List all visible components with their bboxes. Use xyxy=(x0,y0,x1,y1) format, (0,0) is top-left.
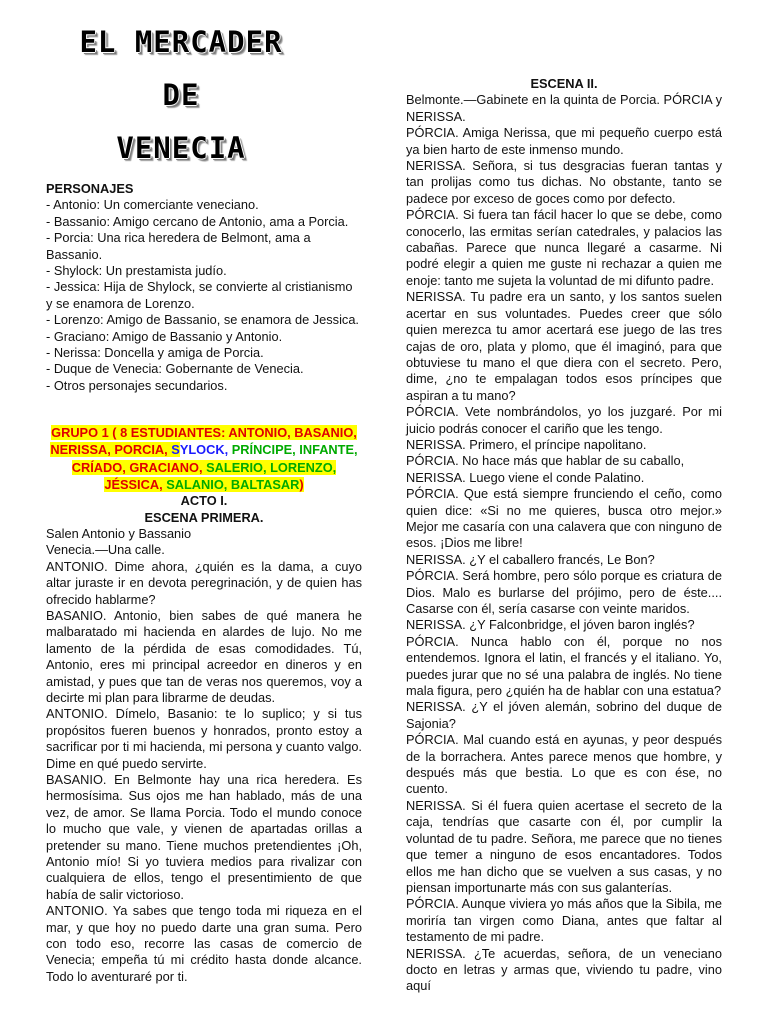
cast-item: - Bassanio: Amigo cercano de Antonio, ama a Porcia. xyxy=(46,213,349,229)
cast-item: - Graciano: Amigo de Bassanio y Antonio. xyxy=(46,328,283,344)
group-text: SALANIO, BALTASAR xyxy=(166,476,300,492)
paragraph: PÓRCIA. Será hombre, pero sólo porque es criatura de Dios. Malo es burlarse del prójimo, pero de éste.... Casarse con él, sería casarse con veinte maridos. xyxy=(406,568,722,616)
paragraph: NERISSA. Tu padre era un santo, y los santos suelen acertar en sus voluntades. Puedes creer que sólo quien merezca tu amor acertará ese juego de las tres cajas de oro, plata y plomo, que él imaginó, para que obtuviese tu mano el que diera con el secreto. Pero, dime, ¿no te empalagan todos esos príncipes que aspiran a tu mano? xyxy=(406,289,722,403)
paragraph: Belmonte.—Gabinete en la quinta de Porcia. PÓRCIA y NERISSA. xyxy=(406,92,722,124)
cast-item: - Porcia: Una rica heredera de Belmont, ama a Bassanio. xyxy=(46,230,311,262)
group-text: JÉSSICA, xyxy=(104,476,167,492)
group-text: SALERIO, LORENZO, xyxy=(206,459,337,475)
paragraph: NERISSA. Señora, si tus desgracias fueran tantas y tan prolijas como tus dichas. No obstante, tanto se padece por exceso de goces como por defecto. xyxy=(406,158,722,206)
cast-item: - Otros personajes secundarios. xyxy=(46,377,228,393)
scene-1-text xyxy=(46,526,362,985)
document-title xyxy=(36,16,326,175)
cast-item: - Shylock: Un prestamista judío. xyxy=(46,263,227,279)
paragraph: PÓRCIA. Amiga Nerissa, que mi pequeño cuerpo está ya bien harto de este inmenso mundo. xyxy=(406,125,722,157)
paragraph: PÓRCIA. Aunque viviera yo más años que la Sibila, me moriría tan virgen como Diana, antes que faltar al testamento de mi padre. xyxy=(406,896,722,945)
paragraph: PÓRCIA. No hace más que hablar de su caballo, xyxy=(406,453,685,469)
paragraph: PÓRCIA. Vete nombrándolos, yo los juzgaré. Por mi juicio podrás conocer el cariño que les tengo. xyxy=(406,404,722,436)
left-column xyxy=(46,16,362,985)
scene-title: ESCENA PRIMERA. xyxy=(144,509,264,525)
group-assignment xyxy=(46,424,362,493)
paragraph: ANTONIO. Ya sabes que tengo toda mi riqueza en el mar, y que hoy no puedo darte una gran suma. Pero con todo eso, recorre las casas de comercio de Venecia; empeña tú mi crédito hasta donde alcance. Todo lo aventuraré por ti. xyxy=(46,903,362,984)
paragraph: Venecia.—Una calle. xyxy=(46,542,165,558)
paragraph: NERISSA. Primero, el príncipe napolitano. xyxy=(406,436,647,452)
paragraph: NERISSA. ¿Te acuerdas, señora, de un veneciano docto en letras y armas que, viviendo tu padre, vino aquí xyxy=(406,945,722,994)
act-title: ACTO I. xyxy=(180,493,228,509)
paragraph: NERISSA. Si él fuera quien acertase el secreto de la caja, tendrías que casarte con él, por cumplir la voluntad de tu padre. Señora, me parece que no tienes que temer a ninguno de esos encantadores. Todos ellos me han dicho que se vuelven a sus casas, y no piensan importunarte más con sus galanterías. xyxy=(406,797,722,895)
cast-item: - Jessica: Hija de Shylock, se convierte al cristianismo y se enamora de Lorenzo. xyxy=(46,279,353,311)
paragraph: PÓRCIA. Mal cuando está en ayunas, y peor después de la borrachera. Antes parece menos que hombre, y después más que bestia. Lo que es con ése, no cuento. xyxy=(406,732,722,797)
cast-item: - Nerissa: Doncella y amiga de Porcia. xyxy=(46,345,264,361)
cast-heading: PERSONAJES xyxy=(46,181,134,196)
title-line-2: DE xyxy=(162,78,200,112)
paragraph: PÓRCIA. Que está siempre frunciendo el ceño, como quien dice: «Si no me quieres, busca otro mejor.» Mejor me casaría con una calavera que con ninguno de esos. ¡Dios me libre! xyxy=(406,486,722,551)
cast-list xyxy=(46,181,362,394)
title-line-1: EL MERCADER xyxy=(79,25,283,59)
group-text: PRÍNCIPE, INFANTE, xyxy=(231,442,358,458)
group-text: GRUPO 1 ( 8 ESTUDIANTES: ANTONIO, BASANIO, NERISSA, PORCIA, xyxy=(50,425,357,458)
group-text: ) xyxy=(299,476,304,492)
scene-2-title: ESCENA II. xyxy=(530,76,598,91)
paragraph: NERISSA. ¿Y el caballero francés, Le Bon? xyxy=(406,551,655,567)
cast-item: - Lorenzo: Amigo de Bassanio, se enamora de Jessica. xyxy=(46,312,359,328)
paragraph: ANTONIO. Dime ahora, ¿quién es la dama, a cuyo altar juraste ir en devota peregrinación, y de quien has ofrecido hablarme? xyxy=(46,558,362,607)
group-text: S xyxy=(171,442,180,458)
title-line-3: VENECIA xyxy=(116,131,246,165)
right-column xyxy=(406,76,722,995)
paragraph: NERISSA. ¿Y Falconbridge, el jóven baron inglés? xyxy=(406,617,695,633)
paragraph: BASANIO. En Belmonte hay una rica heredera. Es hermosísima. Sus ojos me han hablado, más de una vez, de amor. Se llama Porcia. Todo el mundo conoce lo mucho que vale, y vienen de apartadas orillas a pretender su mano. Tiene muchos pretendientes ¡Oh, Antonio mío! Si yo tuviera medios para rivalizar con cualquiera de ellos, tengo el presentimiento de que había de salir victorioso. xyxy=(46,772,362,902)
cast-item: - Antonio: Un comerciante veneciano. xyxy=(46,197,259,213)
group-text: YLOCK, xyxy=(179,442,232,458)
paragraph: ANTONIO. Dímelo, Basanio: te lo suplico; y si tus propósitos fueren buenos y honrados, pronto estoy a sacrificar por ti mi hacienda, mi persona y cuanto valgo. Dime en qué puedo servirte. xyxy=(46,706,362,771)
cast-item: - Duque de Venecia: Gobernante de Venecia. xyxy=(46,361,304,377)
paragraph: NERISSA. ¿Y el jóven alemán, sobrino del duque de Sajonia? xyxy=(406,699,722,731)
paragraph: NERISSA. Luego viene el conde Palatino. xyxy=(406,469,645,485)
paragraph: Salen Antonio y Bassanio xyxy=(46,525,192,541)
paragraph: PÓRCIA. Nunca hablo con él, porque no nos entendemos. Ignora el latin, el francés y el italiano. Yo, puedes jurar que no sé una palabra de inglés. No tiene mala figura, pero ¿quién ha de hablar con una estatua? xyxy=(406,633,722,699)
group-text: CRÍADO, GRACIANO, xyxy=(71,459,207,475)
paragraph: PÓRCIA. Si fuera tan fácil hacer lo que se debe, como conocerlo, las ermitas serían catedrales, y palacios las cabañas. Parece que nunca llegaré a casarme. Ni podré elegir a quien me guste ni rechazar a quien me enoje: tanto me sujeta la voluntad de mi difunto padre. xyxy=(406,207,722,288)
paragraph: BASANIO. Antonio, bien sabes de qué manera he malbaratado mi hacienda en alardes de lujo. No me lamento de la pérdida de esas comodidades. Tú, Antonio, eres mi principal acreedor en dineros y en amistad, y pues que tan de veras nos queremos, voy a decirte mi plan para librarme de deudas. xyxy=(46,607,362,705)
